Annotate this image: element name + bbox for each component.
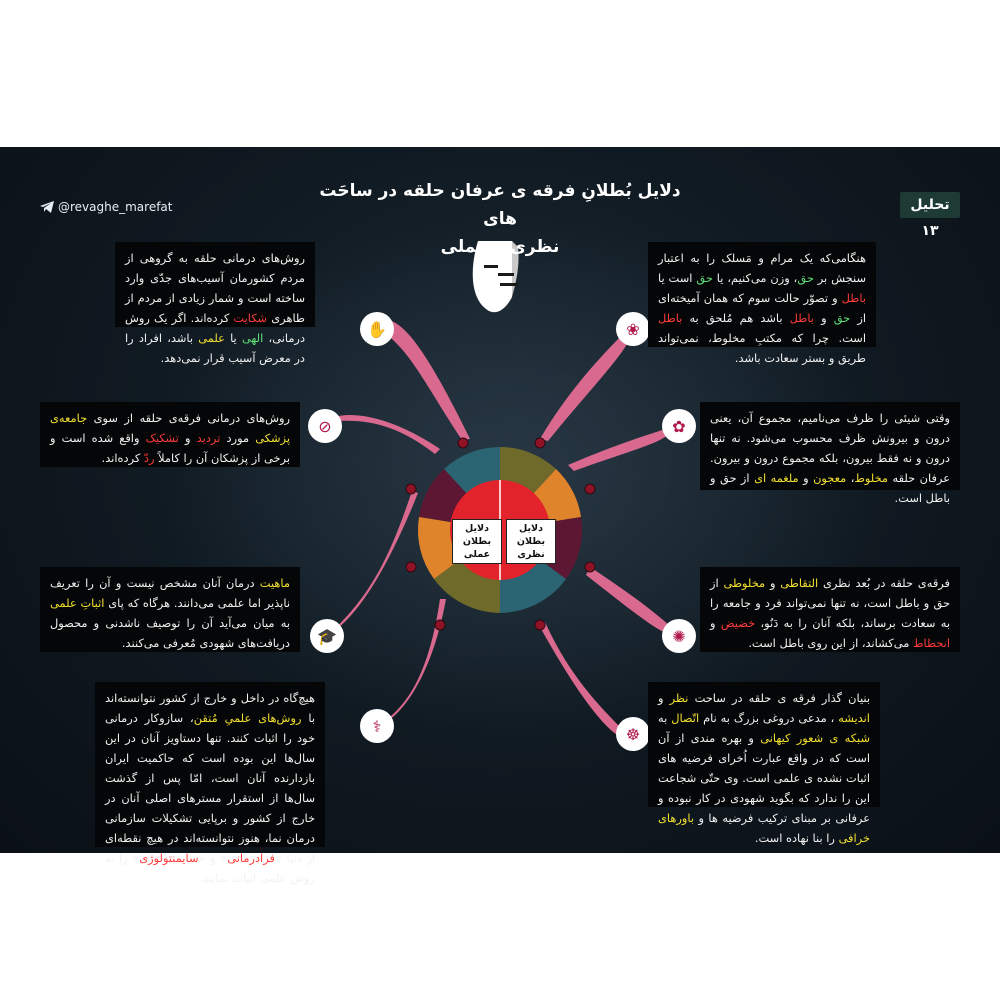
body-text: ، سازوکار درمانی خود را اثبات کنند. تنها دستاویز آنان در این سال‌ها این بوده است که حاکمیت ایران بازدارنده آنان است، امّا پس از گذشت سال‌ها از استقرار مسترهای اصلی آنان در خارج از کشور و برپایی تشکیلات سازمانی درمان نما، هنوز نتوانسته‌اند در هیچ نقطه‌ای از دنیا « bbox=[105, 711, 315, 865]
highlighted-term: اندیشه bbox=[838, 711, 870, 725]
body-text: بنیان گذار فرقه ی حلقه در ساحت bbox=[688, 691, 870, 705]
title-line-1: دلایل بُطلانِ فرقه ی عرفان حلقه در ساحَت های bbox=[319, 181, 681, 229]
dot bbox=[585, 562, 595, 572]
highlighted-term: سایمنتولوژی bbox=[139, 851, 199, 865]
body-text: به bbox=[658, 711, 672, 725]
highlighted-term: اتّصال bbox=[671, 711, 700, 725]
body-text: از حق و باطل است. bbox=[710, 471, 950, 505]
dot bbox=[458, 438, 468, 448]
dot bbox=[535, 438, 545, 448]
body-text: می‌کشاند، از این روی باطل است. bbox=[748, 636, 913, 650]
analysis-badge: تحلیل ۱۳ bbox=[900, 192, 960, 218]
dot bbox=[535, 620, 545, 630]
highlighted-term: اثباتِ علمی bbox=[50, 596, 105, 610]
body-text: و bbox=[710, 616, 721, 630]
body-text: روش‌های درمانی حلقه به گروهی از مردم کشورمان آسیب‌های جدّی وارد ساخته است و شمار زیادی از مردم از طاهری bbox=[125, 251, 305, 325]
body-text: ، مدعی دروغی بزرگ به نام bbox=[699, 711, 839, 725]
body-text: » و « bbox=[198, 851, 228, 865]
highlighted-term: باطل bbox=[841, 291, 866, 305]
highlighted-term: علمی bbox=[198, 331, 225, 345]
body-text: ، وزن می‌کنیم، یا bbox=[712, 271, 798, 285]
highlighted-term: ردّ bbox=[143, 451, 155, 465]
highlighted-term: شبکه ی شعور کیهانی bbox=[760, 731, 871, 745]
body-text: یا bbox=[224, 331, 242, 345]
highlighted-term: نظر bbox=[669, 691, 689, 705]
body-text: باشد هم مُلحق به bbox=[682, 311, 790, 325]
highlighted-term: روش‌های علمیِ مُتقن bbox=[193, 711, 302, 725]
body-text: از حق و باطل است، نه تنها نمی‌تواند فرد و جامعه را به سعادت برساند، بلکه آنان را به دَنُو، bbox=[710, 576, 950, 630]
body-text: است. چرا که مکتبِ مخلوط، نمی‌تواند طریق و بستر سعادت باشد. bbox=[658, 331, 866, 365]
body-text: فرقه‌ی حلقه در بُعد نظری bbox=[818, 576, 950, 590]
highlighted-term: معجون bbox=[813, 471, 847, 485]
highlighted-term: حق bbox=[797, 271, 814, 285]
body-text: کرده‌اند. bbox=[101, 451, 144, 465]
left-box-1 bbox=[115, 242, 315, 365]
body-text: هنگامی‌که یک مرام و مَسلک را به اعتبار سنجش بر bbox=[658, 251, 866, 285]
body-text: و bbox=[658, 691, 670, 705]
body-text: و بهره مندی از آن است که در واقع عبارت اُخرای فرضیه های اثبات نشده ی علمی است. وی حتّی شجاعت این را ندارد که بگوید شهودی در کار نبوده و عرفانی بر مبنای ترکیب فرضیه ها و bbox=[658, 731, 870, 825]
highlighted-term: ملغمه ای bbox=[754, 471, 799, 485]
body-text: به میان می‌آید آن را توصیف ناشدنی و محصول دریافت‌های شهودی مُعرفی می‌کنند. bbox=[50, 616, 290, 650]
body-text: مورد bbox=[220, 431, 256, 445]
dot bbox=[406, 484, 416, 494]
highlighted-term: حق bbox=[833, 311, 851, 325]
right-box-1 bbox=[648, 242, 876, 365]
highlighted-term: انحطاط bbox=[912, 636, 950, 650]
body-text: باشد، افراد را در معرض آسیب قرار نمی‌دهد. bbox=[125, 331, 305, 365]
dot bbox=[435, 620, 445, 630]
hub-label-practical: دلایل بطلان عملی bbox=[452, 519, 502, 564]
infographic-canvas bbox=[0, 147, 1000, 885]
left-box-2 bbox=[40, 402, 300, 467]
highlighted-term: باورهای خرافی bbox=[658, 811, 870, 845]
body-text: وقتی شیئی را ظرف می‌نامیم، مجموع آن، یعنی درون و بیرونش ظرف محسوب می‌شود. نه تنها درون و نه فقط بیرون، بلکه مجموع درون و بیرون. عرفان حلقه bbox=[710, 411, 950, 485]
pushpin-hand-icon: ✋ bbox=[360, 312, 394, 346]
dot bbox=[585, 484, 595, 494]
handle-text: @revaghe_marefat bbox=[58, 200, 173, 214]
highlighted-term: تشکیک bbox=[145, 431, 179, 445]
lotus-icon: ❀ bbox=[616, 312, 650, 346]
body-text: و تصوّر حالت سوم که همان آمیخته‌ای از bbox=[658, 291, 867, 325]
right-box-3 bbox=[700, 567, 960, 652]
highlighted-term: تردید bbox=[196, 431, 221, 445]
telegram-icon bbox=[40, 201, 54, 213]
left-box-4 bbox=[95, 682, 325, 885]
highlighted-term: جامعه‌ی پزشکی bbox=[50, 411, 290, 445]
highlighted-term: خضیض bbox=[720, 616, 756, 630]
body-text: هیچ‌گاه در داخل و خارج از کشور نتوانسته‌اند با bbox=[105, 691, 315, 725]
highlighted-term: مخلوطی bbox=[723, 576, 766, 590]
color-knot-icon: ✿ bbox=[662, 409, 696, 443]
highlighted-term: مخلوط bbox=[854, 471, 889, 485]
dot bbox=[406, 562, 416, 572]
highlighted-term: شکایت bbox=[233, 311, 268, 325]
body-text: روش‌های درمانی فرقه‌ی حلقه از سوی bbox=[87, 411, 290, 425]
highlighted-term: التقاطی bbox=[780, 576, 819, 590]
highlighted-term: حق bbox=[696, 271, 713, 285]
body-text: و bbox=[798, 471, 814, 485]
highlighted-term: باطل bbox=[658, 311, 683, 325]
page-title bbox=[300, 177, 700, 261]
body-text: و bbox=[178, 431, 197, 445]
no-stethoscope-icon: ⊘ bbox=[308, 409, 342, 443]
highlighted-term: فرادرمانی bbox=[227, 851, 275, 865]
body-text: و bbox=[813, 311, 834, 325]
body-text: کرده‌اند. اگر یک روش درمانی، bbox=[125, 311, 306, 345]
right-box-2 bbox=[700, 402, 960, 505]
body-text: و bbox=[765, 576, 781, 590]
body-text: را بنا نهاده است. bbox=[754, 831, 839, 845]
swirl-icon: ✺ bbox=[662, 619, 696, 653]
highlighted-term: الهی bbox=[241, 331, 264, 345]
left-box-3 bbox=[40, 567, 300, 652]
right-box-4 bbox=[648, 682, 880, 845]
highlighted-term: باطل bbox=[789, 311, 814, 325]
body-text: » را به روش علمی اثبات نمایند. bbox=[105, 851, 315, 885]
body-text: درمان آنان مشخص نیست و آن را تعریف ناپذیر اما علمی می‌دانند. هرگاه که پای bbox=[50, 576, 290, 610]
hub-label-theoretical: دلایل بطلان نظری bbox=[506, 519, 556, 564]
body-text: است یا bbox=[658, 271, 697, 285]
highlighted-term: ماهیت bbox=[259, 576, 290, 590]
telegram-handle bbox=[40, 200, 173, 214]
body-text: ، bbox=[846, 471, 855, 485]
title-line-2: نظری و عملی bbox=[440, 237, 560, 257]
meditating-figure-icon: ☸ bbox=[616, 717, 650, 751]
body-text: واقع شده است و برخی از پزشکان آن را کاملاً bbox=[50, 431, 290, 465]
caduceus-icon: ⚕ bbox=[360, 709, 394, 743]
graduation-cap-icon: 🎓 bbox=[310, 619, 344, 653]
